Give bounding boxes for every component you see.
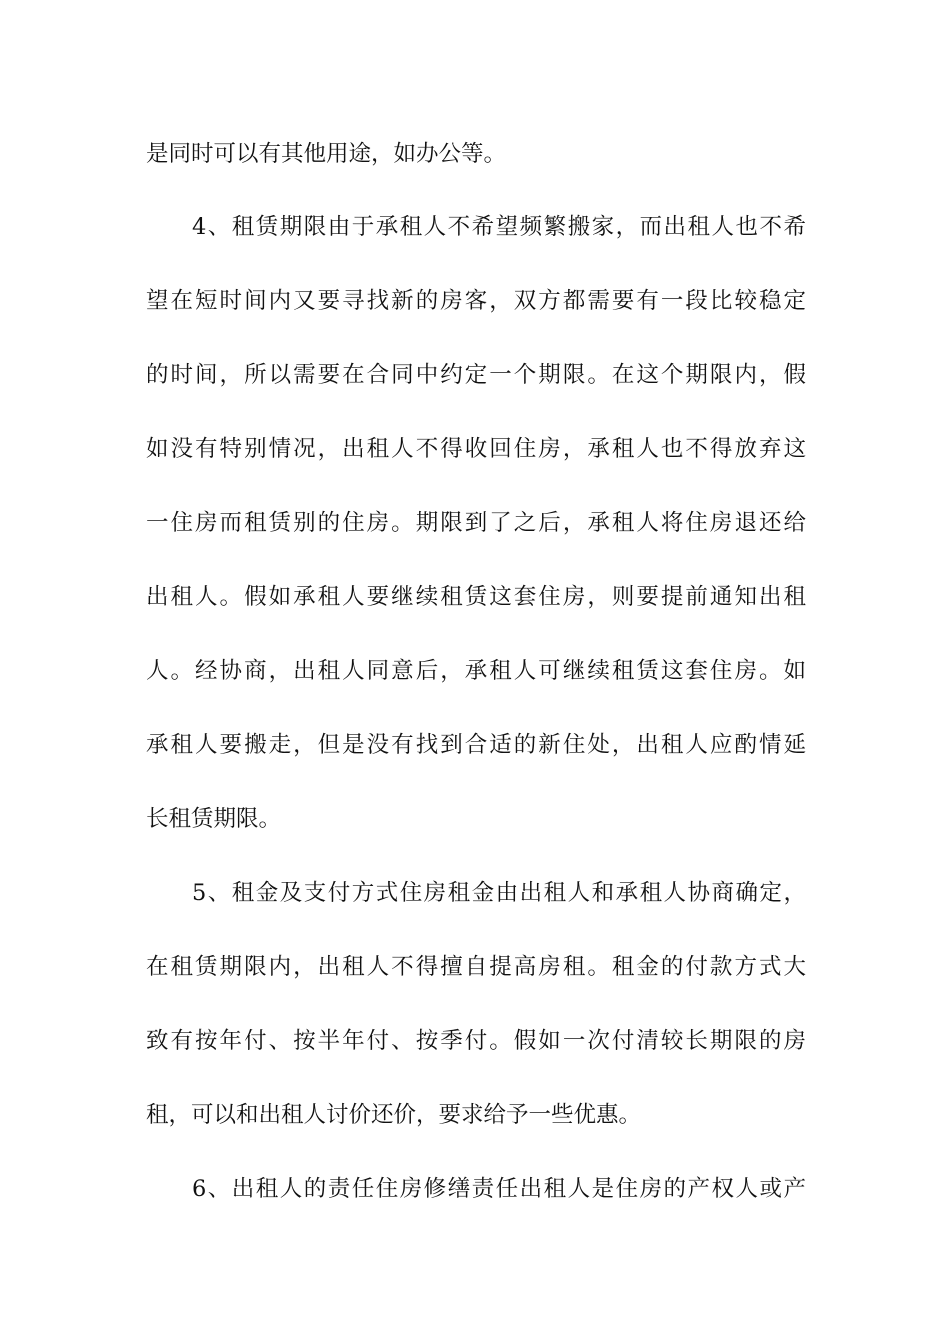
paragraph-line: 人。经协商，出租人同意后，承租人可继续租赁这套住房。如: [146, 658, 806, 684]
paragraph-line: 如没有特别情况，出租人不得收回住房，承租人也不得放弃这: [146, 436, 806, 462]
paragraph-line: 望在短时间内又要寻找新的房客，双方都需要有一段比较稳定: [146, 288, 806, 314]
paragraph-line: 6、出租人的责任住房修缮责任出租人是住房的产权人或产: [192, 1176, 806, 1202]
paragraph-line: 是同时可以有其他用途，如办公等。: [146, 141, 507, 167]
paragraph-line: 长租赁期限。: [146, 806, 282, 832]
paragraph-line: 致有按年付、按半年付、按季付。假如一次付清较长期限的房: [146, 1028, 806, 1054]
paragraph-line: 的时间，所以需要在合同中约定一个期限。在这个期限内，假: [146, 362, 806, 388]
paragraph-line: 出租人。假如承租人要继续租赁这套住房，则要提前通知出租: [146, 584, 806, 610]
paragraph-line: 一住房而租赁别的住房。期限到了之后，承租人将住房退还给: [146, 510, 806, 536]
paragraph-line: 4、租赁期限由于承租人不希望频繁搬家，而出租人也不希: [192, 214, 806, 240]
paragraph-line: 租，可以和出租人讨价还价，要求给予一些优惠。: [146, 1102, 642, 1128]
paragraph-line: 承租人要搬走，但是没有找到合适的新住处，出租人应酌情延: [146, 732, 806, 758]
paragraph-line: 5、租金及支付方式住房租金由出租人和承租人协商确定，: [192, 880, 806, 906]
paragraph-line: 在租赁期限内，出租人不得擅自提高房租。租金的付款方式大: [146, 954, 806, 980]
